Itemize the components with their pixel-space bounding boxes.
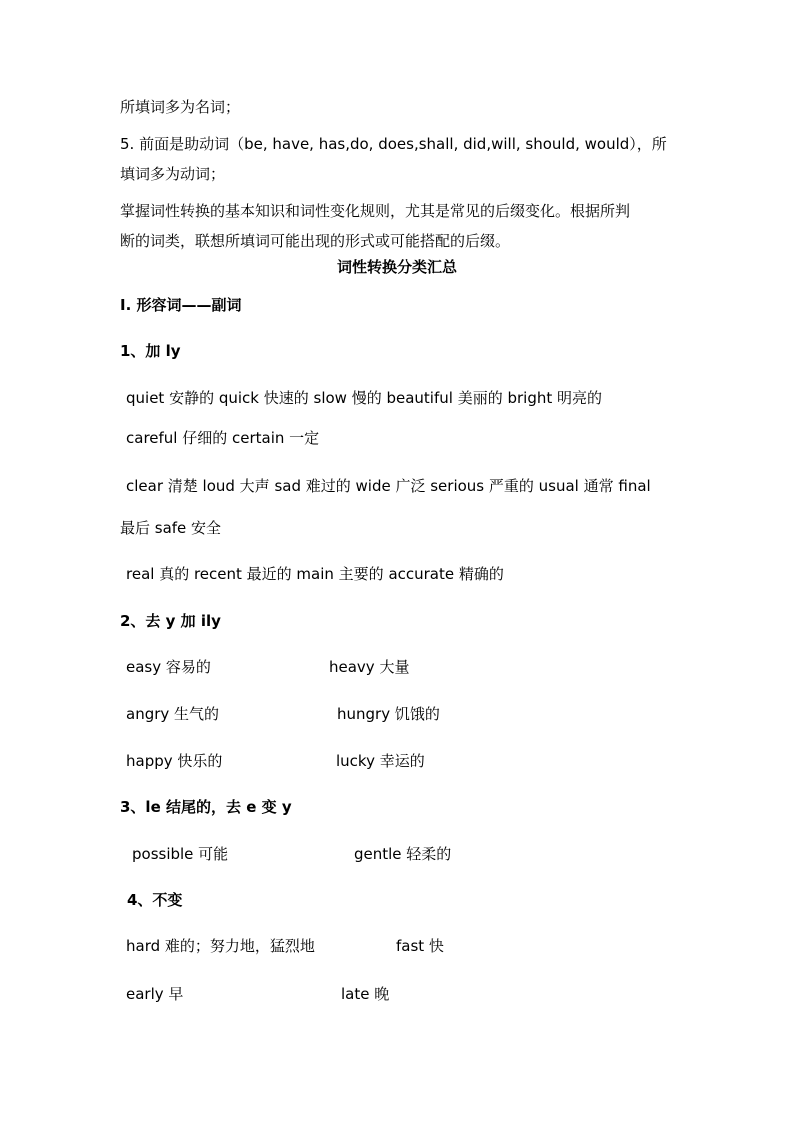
word-left: happy 快乐的 [126,752,223,770]
word-row: 最后 safe 安全 [120,519,222,537]
section-heading-adj-adv: I. 形容词——副词 [120,296,242,314]
intro-line-1: 所填词多为名词； [120,98,241,116]
word-right: fast 快 [396,937,444,955]
word-left: easy 容易的 [126,658,211,676]
word-right: lucky 幸运的 [336,752,425,770]
word-row: clear 清楚 loud 大声 sad 难过的 wide 广泛 serious 严重的 usual 通常 final [126,477,651,495]
intro-line-5: 断的词类，联想所填词可能出现的形式或可能搭配的后缀。 [120,232,511,250]
word-right: late 晚 [341,985,390,1003]
group-heading-le: 3、le 结尾的，去 e 变 y [120,798,292,816]
intro-line-2: 5. 前面是助动词（be, have, has,do, does,shall, did,will, should, would），所 [120,135,667,153]
intro-line-3: 填词多为动词； [120,165,226,183]
group-heading-ily: 2、去 y 加 ily [120,612,221,630]
word-row: real 真的 recent 最近的 main 主要的 accurate 精确的 [126,565,504,583]
word-left: possible 可能 [132,845,229,863]
word-row: quiet 安静的 quick 快速的 slow 慢的 beautiful 美丽的 bright 明亮的 [126,389,602,407]
word-left: hard 难的；努力地，猛烈地 [126,937,315,955]
word-right: gentle 轻柔的 [354,845,452,863]
word-right: hungry 饥饿的 [337,705,440,723]
word-left: angry 生气的 [126,705,220,723]
word-right: heavy 大量 [329,658,410,676]
group-heading-ly: 1、加 ly [120,342,181,360]
word-left: early 早 [126,985,184,1003]
group-heading-unchanged: 4、不变 [127,891,183,909]
intro-line-4: 掌握词性转换的基本知识和词性变化规则，尤其是常见的后缀变化。根据所判 [120,202,631,220]
word-row: careful 仔细的 certain 一定 [126,429,320,447]
page-title: 词性转换分类汇总 [336,258,457,276]
